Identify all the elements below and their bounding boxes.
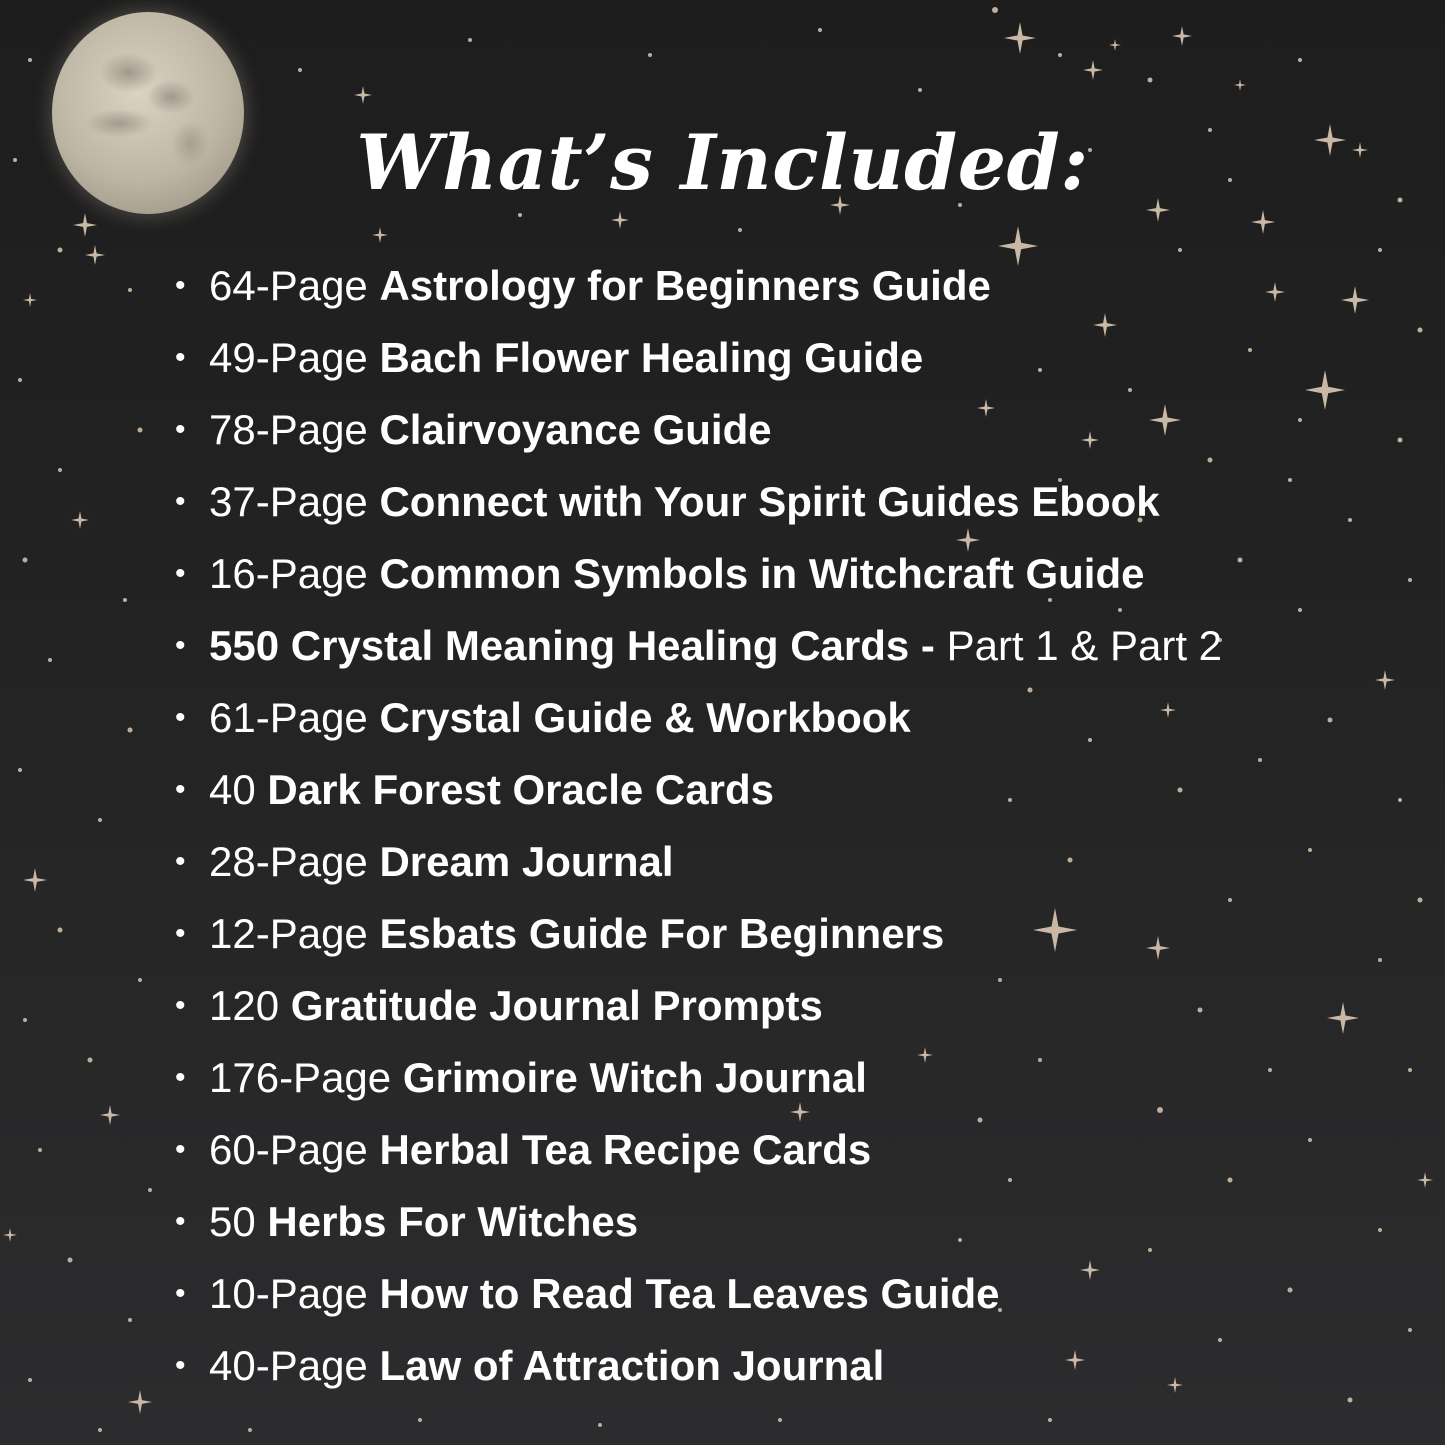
list-item <box>175 1050 1375 1122</box>
list-item <box>175 1266 1375 1338</box>
item-name: Clairvoyance Guide <box>379 406 772 453</box>
bullet-icon: • <box>175 1133 186 1166</box>
list-item <box>175 474 1375 546</box>
item-count: 61-Page <box>209 694 380 741</box>
item-count: 176-Page <box>209 1054 403 1101</box>
bullet-icon: • <box>175 1205 186 1238</box>
item-suffix: Part 1 & Part 2 <box>946 622 1223 669</box>
item-count: 120 <box>209 982 291 1029</box>
bullet-icon: • <box>175 773 186 806</box>
item-count: 40-Page <box>209 1342 380 1389</box>
item-name: Crystal Guide & Workbook <box>379 694 911 741</box>
bullet-icon: • <box>175 557 186 590</box>
item-count: 78-Page <box>209 406 380 453</box>
item-count: 16-Page <box>209 550 380 597</box>
list-item <box>175 546 1375 618</box>
list-item <box>175 1122 1375 1194</box>
item-name: Esbats Guide For Beginners <box>379 910 945 957</box>
bullet-icon: • <box>175 1349 186 1382</box>
item-count: 37-Page <box>209 478 380 525</box>
bullet-icon: • <box>175 989 186 1022</box>
list-item <box>175 906 1375 978</box>
item-name: Dark Forest Oracle Cards <box>267 766 774 813</box>
list-item <box>175 1194 1375 1266</box>
bullet-icon: • <box>175 629 186 662</box>
item-name: Grimoire Witch Journal <box>402 1054 867 1101</box>
bullet-icon: • <box>175 1277 186 1310</box>
bullet-icon: • <box>175 485 186 518</box>
bullet-icon: • <box>175 341 186 374</box>
item-name: Herbal Tea Recipe Cards <box>379 1126 872 1173</box>
item-count: 60-Page <box>209 1126 380 1173</box>
item-count: 50 <box>209 1198 268 1245</box>
item-name: Bach Flower Healing Guide <box>379 334 924 381</box>
item-name: Astrology for Beginners Guide <box>379 262 991 309</box>
item-count: 40 <box>209 766 268 813</box>
item-name: 550 Crystal Meaning Healing Cards - <box>209 622 947 669</box>
item-name: How to Read Tea Leaves Guide <box>379 1270 1000 1317</box>
list-item <box>175 1338 1375 1410</box>
page-title: What’s Included: <box>356 118 1089 207</box>
list-item <box>175 258 1375 330</box>
item-count: 28-Page <box>209 838 380 885</box>
item-count: 49-Page <box>209 334 380 381</box>
bullet-icon: • <box>175 845 186 878</box>
item-name: Dream Journal <box>379 838 674 885</box>
item-name: Herbs For Witches <box>267 1198 639 1245</box>
list-item <box>175 978 1375 1050</box>
list-item <box>175 762 1375 834</box>
item-count: 12-Page <box>209 910 380 957</box>
bullet-icon: • <box>175 413 186 446</box>
bullet-icon: • <box>175 269 186 302</box>
item-name: Law of Attraction Journal <box>379 1342 885 1389</box>
included-items-list <box>175 258 1375 1410</box>
item-count: 64-Page <box>209 262 380 309</box>
item-name: Common Symbols in Witchcraft Guide <box>379 550 1145 597</box>
item-count: 10-Page <box>209 1270 380 1317</box>
list-item <box>175 330 1375 402</box>
list-item <box>175 834 1375 906</box>
list-item <box>175 618 1375 690</box>
bullet-icon: • <box>175 1061 186 1094</box>
item-name: Gratitude Journal Prompts <box>290 982 823 1029</box>
bullet-icon: • <box>175 917 186 950</box>
item-name: Connect with Your Spirit Guides Ebook <box>379 478 1160 525</box>
bullet-icon: • <box>175 701 186 734</box>
list-item <box>175 402 1375 474</box>
list-item <box>175 690 1375 762</box>
